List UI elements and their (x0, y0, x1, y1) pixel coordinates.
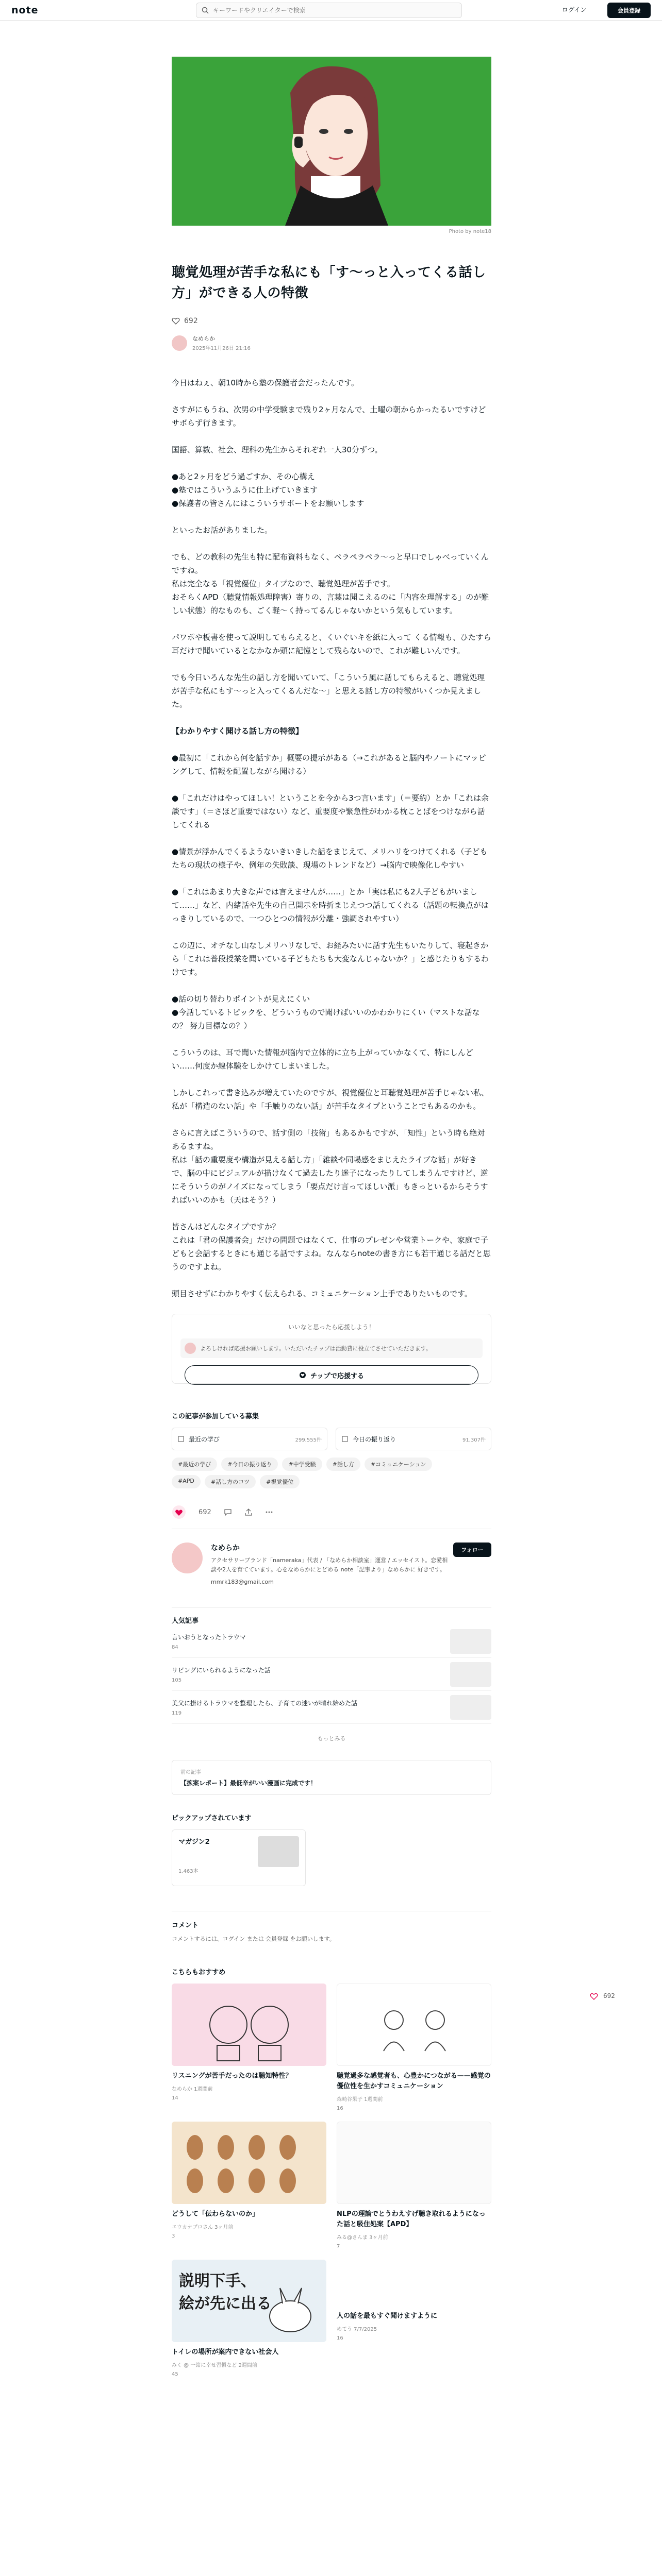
author-row[interactable] (172, 334, 491, 351)
recommend-thumbnail (172, 1984, 326, 2066)
paragraph: 国語、算数、社会、理科の先生からそれぞれ一人30分ずつ。 (172, 445, 383, 454)
author-avatar[interactable] (172, 335, 187, 351)
recommend-card[interactable] (172, 2260, 326, 2377)
recommend-art-text-1: 説明下手、 (179, 2272, 256, 2290)
article-date: 2025年11月26日 21:16 (192, 346, 251, 351)
article-title: 聴覚処理が苦手な私にも「す〜っと入ってくる話し方」ができる人の特徴 (172, 265, 486, 301)
tag[interactable]: #話し方のコツ (205, 1475, 256, 1488)
article-body (172, 376, 491, 1300)
paragraph: といったお話がありました。 (172, 526, 273, 535)
popular-articles (172, 1607, 491, 1742)
comment-section (172, 1911, 491, 1943)
profile-card (172, 1543, 491, 1587)
action-bar (172, 1505, 491, 1529)
tip-button[interactable] (185, 1365, 478, 1385)
comment-icon[interactable] (224, 1508, 232, 1516)
tag-list (172, 1458, 440, 1488)
support-box (172, 1314, 491, 1384)
follow-button[interactable]: フォロー (453, 1543, 491, 1557)
popular-title: 人気記事 (172, 1617, 199, 1625)
previous-title: 【拡案レポート】最低辛がいい漫画に完成です！ (180, 1780, 317, 1787)
list-item[interactable] (172, 1625, 491, 1658)
magazine-count: 299,555件 (295, 1437, 322, 1443)
side-like-bar (590, 1992, 615, 2001)
author-avatar-small (185, 1343, 196, 1354)
popular-item-likes: 105 (172, 1677, 182, 1683)
paragraph: ●あと2ヶ月をどう過ごすか、その心構え ●塾ではこういうふうに仕上げていきます ●保護者の皆さんにはこういうサポートをお願いします (172, 472, 365, 508)
popular-item-thumbnail (450, 1695, 491, 1720)
tag[interactable]: #話し方 (326, 1458, 360, 1471)
tag[interactable]: #最近の学び (172, 1458, 217, 1471)
profile-bio: アクセサリーブランド「nameraka」代表 / 「なめらか相談室」運営 / エッセイスト。恋愛相談や2人を育てています。心をなめらかにとどめる note「記事より」なめらかに 好きです。 (211, 1557, 448, 1573)
book-icon (341, 1435, 349, 1443)
recommend-card-author: めてう 7/7/2025 (337, 2327, 377, 2332)
tip-button-label: チップで応援する (310, 1372, 364, 1380)
recommend-card-title: 人の話を最もすぐ聞けますように (337, 2312, 438, 2320)
note-logo[interactable]: note (11, 5, 39, 16)
search-input[interactable] (213, 7, 450, 14)
signup-button[interactable]: 会員登録 (607, 3, 651, 18)
recommend-card-title: どうして「伝わらないのか」 (172, 2210, 259, 2218)
recommend-card-title: NLPの理論でとうわえすげ聴き取れるようになった話と吸住処案【APD】 (337, 2210, 486, 2228)
paragraph: でも今日いろんな先生の話し方を聞いていて、「こういう風に話してもらえると、聴覚処理が苦手な私にもす〜っと入ってくるんだな〜」と思える話し方の特徴がいくつか見えました。 (172, 673, 485, 709)
popular-item-likes: 119 (172, 1710, 182, 1716)
woman-illustration (172, 57, 491, 226)
recommend-card-author: 森崎谷果子 1週間前 (337, 2097, 383, 2103)
list-item[interactable] (172, 1691, 491, 1724)
search-icon (202, 7, 209, 14)
recommend-card-title: 聴覚過多な感覚者も、心豊かにつながる——感覚の優位性を生かすコミュニケーション (337, 2072, 491, 2090)
magazine-list (172, 1428, 491, 1450)
tag[interactable]: #コミュニケーション (365, 1458, 433, 1471)
recommend-thumbnail (337, 2122, 491, 2204)
pickup-section (172, 1812, 491, 1886)
pickup-card[interactable] (172, 1829, 306, 1886)
paragraph: 皆さんはどんなタイプですか？ これは「君の保護者会」だけの問題ではなくて、仕事のプレゼンや営業トークや、家庭で子どもと会話するときにも通じる話ですよね。なんならnoteの書き方にも若干通じる話だと思うのですよね。 (172, 1222, 491, 1272)
magazine-name: 今日の振り返り (353, 1435, 396, 1443)
magazine-card[interactable] (172, 1428, 327, 1450)
recommend-card-title: トイレの場所が案内できない社会人 (172, 2348, 279, 2356)
login-link[interactable]: ログイン (562, 6, 587, 13)
recommend-card[interactable] (172, 1984, 326, 2111)
recommend-thumbnail (337, 1984, 491, 2066)
recommend-grid (172, 1984, 491, 2377)
paragraph: しかしこれって書き込みが増えていたのですが、視覚優位と耳聴覚処理が苦手じゃない私、私が「構造のない話」や「手触りのない話」が苦手なタイプということでもあるのかも。 (172, 1088, 489, 1111)
recommend-card[interactable] (172, 2122, 326, 2249)
pickup-count: 1,463本 (178, 1869, 198, 1874)
recommend-card-likes: 16 (337, 2106, 343, 2111)
previous-article[interactable] (172, 1760, 491, 1795)
recommend-card-author: みる@さんま 3ヶ月前 (337, 2235, 388, 2241)
popular-item-thumbnail (450, 1629, 491, 1654)
recommend-thumbnail (172, 2260, 326, 2342)
paragraph: 頭目させずにわかりやすく伝えられる、コミュニケーション上手でありたいものです。 (172, 1289, 472, 1298)
comment-title: コメント (172, 1922, 199, 1929)
article-main (172, 57, 491, 2377)
magazines-title: この記事が参加している募集 (172, 1413, 259, 1420)
side-likes-count: 692 (603, 1992, 615, 1999)
tag[interactable]: #中学受験 (282, 1458, 322, 1471)
heart-icon[interactable] (590, 1992, 598, 2001)
recommend-card-likes: 14 (172, 2095, 178, 2101)
paragraph: こういうのは、耳で聞いた情報が脳内で立体的に立ち上がっていかなくて、特にしんどい……何度か線体験をしかけてしまいました。 (172, 1048, 473, 1071)
paragraph: ●「これはあまり大きな声では言えませんが……」とか「実は私にも2人子どもがいまして……」など、内緒話や先生の自己開示を時折まじえつつ話してくれる（話題の転換点がはっきりしているので、一つひとつの情報が分離・強調されやすい） (172, 887, 489, 923)
recommend-art-text-2: 絵が先に出る (179, 2295, 272, 2313)
recommend-card-author: みく @ 一緒に幸せ習慣など 2週間前 (172, 2363, 257, 2368)
popular-item-title: リビングにいられるようになった話 (172, 1666, 271, 1674)
paragraph-heading: 【わかりやすく聞ける話し方の特徴】 (172, 726, 304, 736)
support-message-text: よろしければ応援お願いします。いただいたチップは活動費に役立てさせていただきます。 (200, 1345, 432, 1352)
tag[interactable]: #視覚優位 (260, 1475, 300, 1488)
paragraph: でも、どの教科の先生も特に配布資料もなく、ペラペラペラ〜っと早口でしゃべっていくんですね。 私は完全なる「視覚優位」タイプなので、聴覚処理が苦手です。 おそらくAPD（聴覚情報処理障害）寄りの、言葉は聞こえるのに「内容を理解する」のが難しい状態）的なものも、ごく軽〜く持ってるんじゃないかという気もしています。 (172, 552, 489, 615)
profile-email: mmrk183@gmail.com (211, 1579, 274, 1585)
heart-coin-icon (299, 1371, 306, 1379)
popular-item-likes: 84 (172, 1644, 178, 1650)
popular-item-title: 言いおうとなったトラウマ (172, 1633, 246, 1641)
book-icon (177, 1435, 185, 1443)
recommend-card-likes: 3 (172, 2233, 175, 2239)
pickup-thumbnail (258, 1836, 299, 1867)
previous-label: 前の記事 (180, 1770, 201, 1775)
profile-avatar[interactable] (172, 1543, 203, 1573)
paragraph: 今日はねぇ、朝10時から塾の保護者会だったんです。 (172, 378, 359, 387)
paragraph: ●「これだけはやってほしい！ということを今から3つ言います」（＝要約）とか「これは余談です」（＝さほど重要ではない）など、重要度や緊急性がわかる枕ことばをつけながら話してくれる (172, 793, 489, 829)
recommend-card-likes: 45 (172, 2371, 178, 2377)
paragraph: この辺に、オチなし山なしメリハリなしで、お経みたいに話す先生もいたりして、寝起きから「これは普段授業を聞いている子どもたちも大変なんじゃないか？」と感じたりもするわけです。 (172, 941, 489, 977)
popular-item-thumbnail (450, 1662, 491, 1687)
likes-count: 692 (184, 317, 198, 325)
action-likes-count: 692 (198, 1508, 211, 1516)
popular-item-title: 美父に掛けるトラウマを整理したら、子育ての迷いが晴れ始めた話 (172, 1699, 358, 1707)
more-link[interactable]: もっとみる (317, 1735, 346, 1742)
share-icon[interactable] (244, 1508, 253, 1516)
magazine-name: 最近の学び (189, 1435, 220, 1443)
recommend-card[interactable] (337, 1984, 491, 2111)
recommend-card-author: なめらか 1週間前 (172, 2087, 213, 2092)
likes-row (172, 317, 491, 325)
recommend-card[interactable] (337, 2260, 491, 2377)
profile-name[interactable]: なめらか (211, 1544, 240, 1552)
recommend-card-likes: 7 (337, 2244, 340, 2249)
pickup-magazine-name: マガジン2 (178, 1838, 210, 1846)
recommend-card[interactable] (337, 2122, 491, 2249)
paragraph: ●情景が浮かんでくるようないきいきした話をまじえて、メリハリをつけてくれる（子どもたちの現状の様子や、例年の失敗談、現場のトレンドなど）→脳内で映像化しやすい (172, 847, 488, 870)
paragraph: ●話の切り替わりポイントが見えにくい ●今話しているトピックを、どういうもので聞けばいいのかわかりにくい（マストな話なの？ 努力目標なの？） (172, 994, 480, 1030)
magazine-count: 91,307件 (462, 1437, 486, 1443)
paragraph: パワポや板書を使って説明してもらえると、くいぐいキを紙に入って くる情報も、ひたすら耳だけで聞いているとなかなか頭に記憶として残らないので、これが難しいんです。 (172, 633, 491, 655)
recommend-card-title: リスニングが苦手だったのは聴知特性？ (172, 2072, 292, 2080)
tag[interactable]: #今日の振り返り (221, 1458, 278, 1471)
paragraph: さすがにもうね、次男の中学受験まで残り2ヶ月なんで、土曜の朝からかったるいですけどサボらず行きます。 (172, 405, 486, 428)
recommend-thumbnail (172, 2122, 326, 2204)
recommend-title: こちらもおすすめ (172, 1969, 226, 1976)
paragraph: ●最初に「これから何を話すか」概要の提示がある（→これがあると脳内やノートにマッピングして、情報を配置しながら聞ける） (172, 753, 486, 776)
search-box[interactable] (196, 3, 462, 18)
comment-text: コメントするには、ログイン または 会員登録 をお願いします。 (172, 1936, 335, 1942)
heart-filled-icon[interactable] (172, 1505, 186, 1519)
more-icon[interactable] (265, 1508, 273, 1516)
heart-icon[interactable] (172, 317, 180, 325)
support-message (180, 1338, 483, 1358)
tag[interactable]: #APD (172, 1475, 201, 1488)
recommend-card-author: エウカナプロさん 3ヶ月前 (172, 2225, 234, 2230)
photo-credit: Photo by note18 (449, 229, 491, 234)
pickup-title: ピックアップされています (172, 1815, 252, 1822)
paragraph: さらに言えばこういうので、話す側の「技術」もあるかもですが、「知性」という時も絶対あるますね。 私は「話の重要度や構造が見える話し方」「雑談や同場感をまじえたライブな話」が好きで、脳の中にビジュアルが描けなくて過去したり迷子になったりしてしまうんですけど、逆にそういうのがノイズになってしまう「要点だけ言ってほしい派」もきっといるからそうすればいいのかも（天はそう？） (172, 1128, 488, 1205)
recommend-card-likes: 16 (337, 2335, 343, 2341)
hero-image (172, 57, 491, 226)
support-title: いいなと思ったら応援しよう！ (288, 1324, 375, 1331)
list-item[interactable] (172, 1658, 491, 1691)
magazine-card[interactable] (336, 1428, 491, 1450)
header (0, 0, 662, 21)
author-name[interactable]: なめらか (192, 335, 215, 342)
